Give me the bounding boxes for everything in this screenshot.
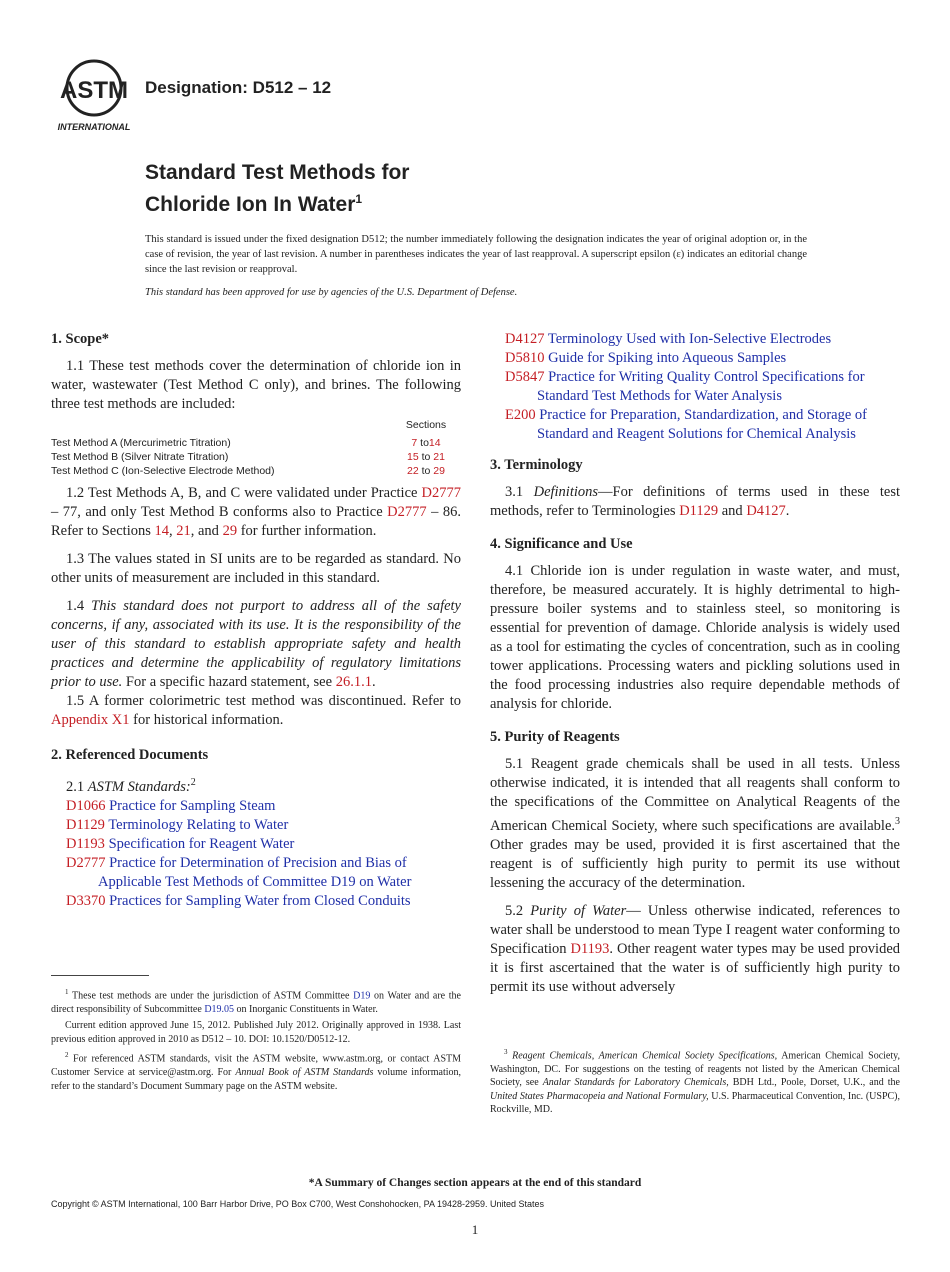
text: volume information, refer to the standard’s Document Summary page on the ASTM website. xyxy=(51,1067,462,1092)
referenced-heading: 2. Referenced Documents xyxy=(51,747,209,763)
footnote-mark: 2 xyxy=(190,777,196,788)
table-row xyxy=(51,464,461,478)
para-1-2: 1.2 Test Methods A, B, and C were validated under Practice D2777 – 77, and only Test Method B conforms also to Practice D2777 – 86. Refer to Sections 14, 21, and 29 for further information. xyxy=(51,485,462,539)
para-2-1 xyxy=(51,773,461,797)
safety-text: This standard does not purport to address all of the safety concerns, if any, associated with its use. It is the responsibility of the user of this standard to establish appropriate safety and health practices and determine the applicability of regulatory limitations prior to use. xyxy=(51,598,461,690)
ref-title-link[interactable]: Specification for Reagent Water xyxy=(108,835,295,852)
ref-code-link[interactable]: D1193 xyxy=(66,835,105,852)
text: Reagent Chemicals, American Chemical Society Specifications, xyxy=(512,1050,778,1062)
section-link[interactable]: 15 xyxy=(407,451,419,463)
purity-heading: 5. Purity of Reagents xyxy=(490,729,620,745)
method-name: Test Method C (Ion-Selective Electrode Method) xyxy=(51,465,275,477)
text: . Other reagent water types may be used provided it is first ascertained that the water is of sufficiently high purity to permit its use without adversely xyxy=(490,940,900,995)
section-link[interactable]: 7 xyxy=(411,437,418,449)
text: for historical information. xyxy=(133,712,284,728)
text: 3.1 xyxy=(505,484,524,500)
ref-title-link[interactable]: Practices for Sampling Water from Closed Conduits xyxy=(109,892,411,909)
document-title xyxy=(145,160,409,218)
list-item xyxy=(505,330,900,349)
page-number: 1 xyxy=(471,1222,479,1237)
para-1-5 xyxy=(51,692,461,730)
ref-link[interactable]: D2777 xyxy=(387,504,427,520)
logo-international: INTERNATIONAL xyxy=(57,122,131,132)
text: on Water and are the direct responsibility of Subcommittee xyxy=(51,990,461,1015)
list-item xyxy=(505,349,900,368)
ref-code-link[interactable]: D5847 xyxy=(505,369,545,385)
dod-note: This standard has been approved for use by agencies of the U.S. Department of Defense. xyxy=(145,287,518,298)
ref-code-link[interactable]: D1129 xyxy=(66,816,105,833)
para-1-1: 1.1 These test methods cover the determination of chloride ion in water, wastewater (Test Method C only), and brines. The following three test methods are included: xyxy=(51,358,461,412)
text: BDH Ltd., Poole, Dorset, U.K., and the xyxy=(732,1077,900,1089)
ref-code-link[interactable]: D1066 xyxy=(66,797,106,814)
text: for further information. xyxy=(240,523,377,539)
text: 1.4 xyxy=(66,598,85,614)
ref-title-link[interactable]: Guide for Spiking into Aqueous Samples xyxy=(548,350,787,366)
ref-link[interactable]: D19.05 xyxy=(204,1003,235,1015)
right-footnotes xyxy=(490,1046,900,1120)
to-word: to xyxy=(420,437,429,449)
text: American Chemical Society, Washington, DC. For suggestions on the testing of reagents not listed by the American Chemical Society, see xyxy=(490,1050,900,1089)
text: For referenced ASTM standards, visit the ASTM website, www.astm.org, or contact ASTM Customer Service at service@astm.org. For xyxy=(51,1053,462,1079)
text: on Inorganic Constituents in Water. xyxy=(236,1003,378,1015)
ref-link[interactable]: 26.1.1 xyxy=(335,674,372,690)
footnote-mark: 2 xyxy=(65,1051,69,1060)
terminology-heading: 3. Terminology xyxy=(490,457,583,473)
footnote-1 xyxy=(51,986,461,1016)
text: Other grades may be used, provided it is first ascertained that the reagent is of sufficiently high purity to permit its use without lessening the accuracy of the determination. xyxy=(490,836,900,891)
para-4-1: 4.1 Chloride ion is under regulation in waste water, and must, therefore, be measured accurately. It is highly detrimental to high-pressure boiler systems and to stainless steel, so monitoring is essential for prevention of damage. Chloride analysis is widely used as a tool for estimating the cycles of concentration, such as in cooling tower applications. Processing waters and pickling solutions used in the food processing industries also require dependable methods of analysis for chloride. xyxy=(490,563,900,712)
text: 5.2 xyxy=(505,902,524,919)
list-item xyxy=(66,835,461,854)
text: 1.5 A former colorimetric test method was discontinued. Refer to xyxy=(66,693,461,709)
copyright: Copyright © ASTM International, 100 Barr Harbor Drive, PO Box C700, West Conshohocken, PA 19428-2959. United States xyxy=(51,1199,545,1209)
ref-code-link[interactable]: D3370 xyxy=(66,892,106,909)
ref-code-link[interactable]: D5810 xyxy=(505,350,545,366)
ref-code-link[interactable]: D4127 xyxy=(505,331,545,347)
left-footnotes xyxy=(51,975,461,1096)
footnote-rule xyxy=(51,975,149,976)
astm-logo xyxy=(52,58,136,136)
text: For a specific hazard statement, see xyxy=(125,674,333,690)
ref-title-link[interactable]: Practice for Determination of Precision and Bias of Applicable Test Methods of Committee D19 on Water xyxy=(98,854,412,890)
reference-list xyxy=(51,797,461,911)
text: ASTM Standards: xyxy=(87,778,191,795)
scope-heading: 1. Scope* xyxy=(51,331,109,347)
footnote-2 xyxy=(51,1049,461,1093)
list-item xyxy=(66,816,461,835)
text: U.S. Pharmaceutical Convention, Inc. (USPC), Rockville, MD. xyxy=(490,1090,901,1116)
summary-note: *A Summary of Changes section appears at the end of this standard xyxy=(308,1177,642,1189)
ref-link[interactable]: D1129 xyxy=(679,503,719,519)
para-5-1 xyxy=(490,755,900,893)
right-column xyxy=(490,330,900,1006)
ref-title-link[interactable]: Terminology Used with Ion-Selective Electrodes xyxy=(547,331,832,347)
ref-title-link[interactable]: Terminology Relating to Water xyxy=(108,816,289,833)
ref-code-link[interactable]: E200 xyxy=(505,407,536,423)
section-link[interactable]: 14 xyxy=(154,523,169,539)
list-item xyxy=(66,854,461,892)
para-1-3: 1.3 The values stated in SI units are to be regarded as standard. No other units of measurement are included in this standard. xyxy=(51,551,461,586)
intro-paragraph: This standard is issued under the fixed designation D512; the number immediately following the designation indicates the year of original adoption or, in the case of revision, the year of last revision. A number in parentheses indicates the year of last reapproval. A superscript epsilon (ε) indicates an editorial change since the last revision or reapproval. xyxy=(145,234,807,275)
text: —For definitions of terms used in these test methods, refer to Terminologies xyxy=(490,484,901,519)
list-item xyxy=(505,368,900,406)
text: and xyxy=(198,523,219,539)
text: . xyxy=(785,503,790,519)
ref-title-link[interactable]: Practice for Writing Quality Control Specifications for Standard Test Methods for Water Analysis xyxy=(537,369,865,404)
text: These test methods are under the jurisdiction of ASTM Committee xyxy=(72,990,350,1002)
ref-title-link[interactable]: Practice for Preparation, Standardization, and Storage of Standard and Reagent Solutions for Chemical Analysis xyxy=(537,407,867,442)
list-item xyxy=(66,892,461,911)
table-row xyxy=(51,436,461,450)
significance-heading: 4. Significance and Use xyxy=(490,536,633,552)
section-link[interactable]: 29 xyxy=(222,523,238,539)
method-name: Test Method B (Silver Nitrate Titration) xyxy=(51,451,229,463)
text: and xyxy=(721,503,743,519)
ref-code-link[interactable]: D2777 xyxy=(66,854,106,871)
appendix-link[interactable]: Appendix X1 xyxy=(51,712,130,728)
ref-link[interactable]: D19 xyxy=(353,990,371,1002)
para-3-1 xyxy=(490,483,900,521)
section-link[interactable]: 21 xyxy=(433,451,445,463)
para-5-2 xyxy=(490,902,900,997)
text: 2.1 xyxy=(66,778,85,795)
text: Definitions xyxy=(533,484,599,500)
text: Purity of Water xyxy=(530,902,627,919)
ref-link[interactable]: D2777 xyxy=(421,485,462,501)
ref-link[interactable]: D4127 xyxy=(746,503,786,519)
title-line-2: Chloride Ion In Water xyxy=(145,193,356,216)
para-1-4: 1.4 This standard does not purport to address all of the safety concerns, if any, associated with its use. It is the responsibility of the user of this standard to establish appropriate safety and health practices and determine the applicability of regulatory limitations prior to use. For a specific hazard statement, see 26.1.1. xyxy=(51,598,461,690)
footnote-mark: 3 xyxy=(504,1048,508,1056)
left-column xyxy=(51,330,461,911)
section-link[interactable]: 14 xyxy=(428,437,441,449)
section-link[interactable]: 22 xyxy=(407,465,419,477)
to-word: to xyxy=(421,451,431,463)
method-name: Test Method A (Mercurimetric Titration) xyxy=(51,437,231,449)
title-footnote-mark: 1 xyxy=(355,192,363,206)
footnote-mark: 1 xyxy=(65,988,69,996)
list-item xyxy=(505,406,900,444)
footnote-mark: 3 xyxy=(895,816,900,827)
to-word: to xyxy=(421,465,431,477)
text: — Unless otherwise indicated, references to water shall be understood to mean Type I reagent water conforming to Specification xyxy=(490,902,900,957)
designation: Designation: D512 – 12 xyxy=(145,78,332,97)
text: Analar Standards for Laboratory Chemicals, xyxy=(542,1077,729,1089)
text: – 86. Refer to Sections xyxy=(51,504,461,539)
text: 5.1 Reagent grade chemicals shall be used in all tests. Unless otherwise indicated, it is intended that all reagents shall conform to the specifications of the Committee on Analytical Reagents of the American Chemical Society, where such specifications are available. xyxy=(490,756,900,834)
text: – 77, and only Test Method B conforms also to Practice xyxy=(51,504,383,520)
sections-header: Sections xyxy=(405,419,447,431)
footnote-3 xyxy=(490,1046,900,1117)
section-link[interactable]: 29 xyxy=(433,465,445,477)
reference-list-continued xyxy=(490,330,900,444)
ref-link[interactable]: D1193 xyxy=(570,940,610,957)
section-link[interactable]: 21 xyxy=(176,523,191,539)
sections-table xyxy=(51,418,461,478)
text: 1.2 Test Methods A, B, and C were validated under Practice xyxy=(66,485,418,501)
title-line-1: Standard Test Methods for xyxy=(145,161,410,184)
logo-letters: ASTM xyxy=(60,77,128,104)
text: United States Pharmacopeia and National Formulary, xyxy=(490,1090,709,1102)
text: Annual Book of ASTM Standards xyxy=(235,1067,374,1079)
list-item xyxy=(66,797,461,816)
footnote-current-edition: Current edition approved June 15, 2012. Published July 2012. Originally approved in 1938. Last previous edition approved in 2010 as D512 – 10. DOI: 10.1520/D0512-12. xyxy=(51,1020,461,1045)
ref-title-link[interactable]: Practice for Sampling Steam xyxy=(109,797,276,814)
table-row xyxy=(51,450,461,464)
